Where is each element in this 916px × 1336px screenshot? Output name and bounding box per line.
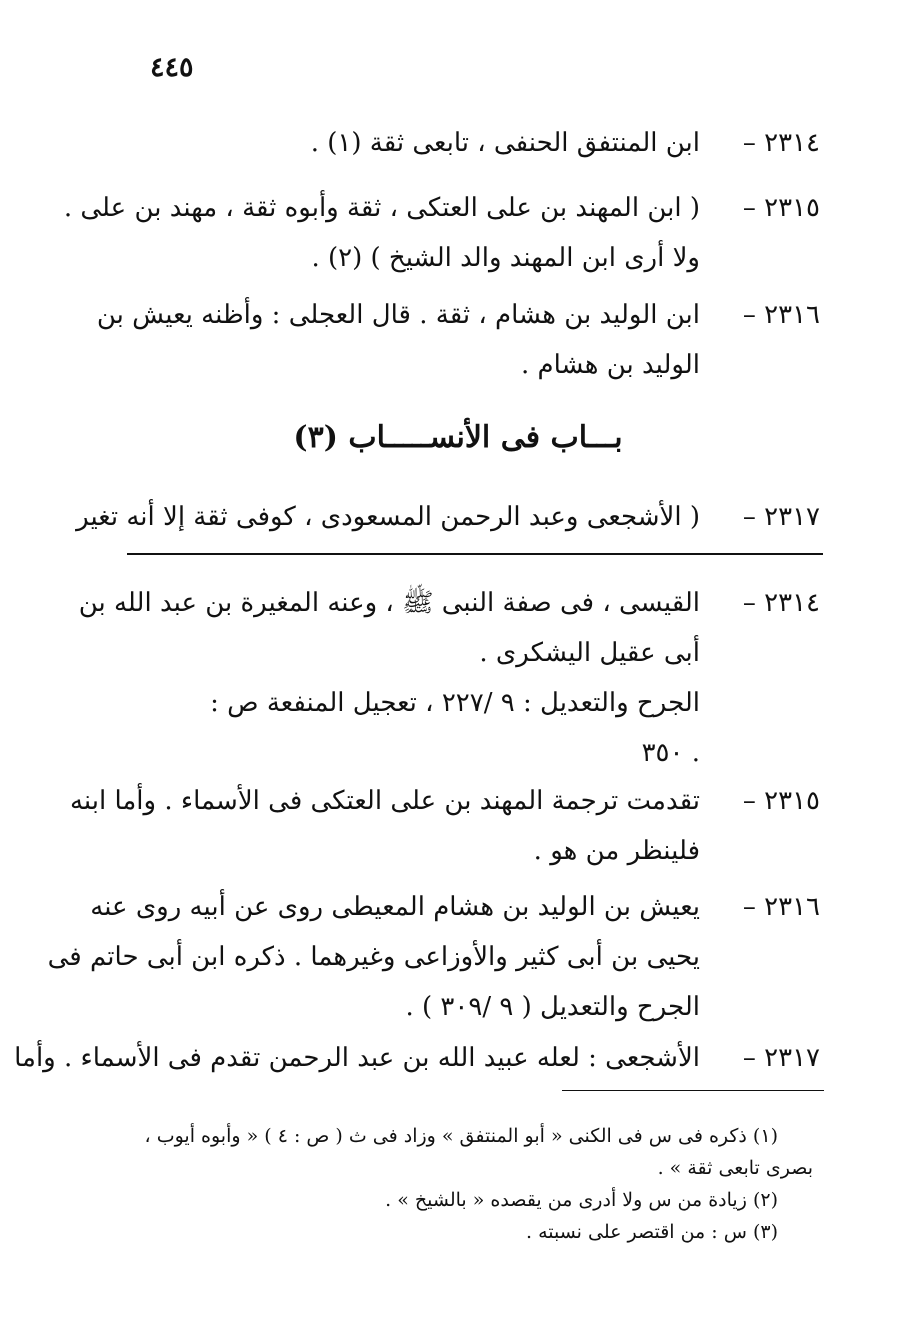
entry-line: فلينظر من هو .: [533, 836, 700, 866]
footnote-1-continued: بصرى تابعى ثقة » .: [657, 1157, 813, 1179]
entry-line: أبى عقيل اليشكرى .: [479, 638, 700, 668]
main-entry-2316: [96, 290, 820, 390]
footnotes: [128, 1120, 813, 1248]
entry-line: ( ابن المهند بن على العتكى ، ثقة وأبوه ثقة ، مهند بن على .: [63, 193, 700, 223]
entry-number: ٢٣١٧ –: [742, 1043, 820, 1073]
entry-line: ابن المنتفق الحنفى ، تابعى ثقة (١) .: [310, 128, 700, 158]
entry-line: يعيش بن الوليد بن هشام المعيطى روى عن أبيه روى عنه: [90, 892, 700, 922]
commentary-entry-2315: [69, 776, 820, 876]
entry-line: . ٣٥٠: [641, 738, 700, 768]
commentary-entry-2316: [47, 882, 820, 1032]
page-number: ٤٤٥: [150, 52, 194, 83]
commentary-entry-2317: [14, 1033, 820, 1083]
entry-number: ٢٣١٥ –: [742, 193, 820, 223]
entry-line: ابن الوليد بن هشام ، ثقة . قال العجلى : وأظنه يعيش بن: [96, 300, 700, 330]
footnote-rule: [562, 1090, 824, 1091]
entry-number: ٢٣١٧ –: [742, 502, 820, 532]
footnote-2: (٢) زيادة من س ولا أدرى من يقصده « بالشيخ » .: [385, 1189, 778, 1211]
entry-number: ٢٣١٦ –: [742, 892, 820, 922]
footnote-1: (١) ذكره فى س فى الكنى « أبو المنتفق » وزاد فى ث ( ص : ٤ ) « وأبوه أيوب ،: [144, 1125, 778, 1147]
main-entry-2317: [76, 492, 820, 542]
footnote-3: (٣) س : من اقتصر على نسبته .: [525, 1221, 778, 1243]
entry-number: ٢٣١٤ –: [742, 128, 820, 158]
commentary-entry-2314: [78, 578, 820, 778]
entry-line: الجرح والتعديل : ٩ /٢٢٧ ، تعجيل المنفعة ص :: [210, 688, 700, 718]
entry-line: القيسى ، فى صفة النبى ﷺ ، وعنه المغيرة بن عبد الله بن: [78, 588, 700, 618]
entry-line: ( الأشجعى وعبد الرحمن المسعودى ، كوفى ثقة إلا أنه تغير: [76, 502, 700, 532]
entry-line: تقدمت ترجمة المهند بن على العتكى فى الأسماء . وأما ابنه: [69, 786, 700, 816]
entry-line: يحيى بن أبى كثير والأوزاعى وغيرهما . ذكره ابن أبى حاتم فى: [47, 942, 700, 972]
entry-line: الأشجعى : لعله عبيد الله بن عبد الرحمن تقدم فى الأسماء . وأما: [14, 1043, 700, 1073]
entry-line: الجرح والتعديل ( ٩ /٣٠٩ ) .: [405, 992, 700, 1022]
entry-number: ٢٣١٤ –: [742, 588, 820, 618]
entry-number: ٢٣١٦ –: [742, 300, 820, 330]
entry-line: الوليد بن هشام .: [520, 350, 700, 380]
entry-number: ٢٣١٥ –: [742, 786, 820, 816]
entry-line: ولا أرى ابن المهند والد الشيخ ) (٢) .: [311, 243, 700, 273]
separator-rule: [127, 553, 823, 555]
section-heading: بـــاب فى الأنســـــاب (٣): [293, 420, 623, 455]
main-entry-2314: [120, 118, 820, 168]
main-entry-2315: [63, 183, 820, 283]
